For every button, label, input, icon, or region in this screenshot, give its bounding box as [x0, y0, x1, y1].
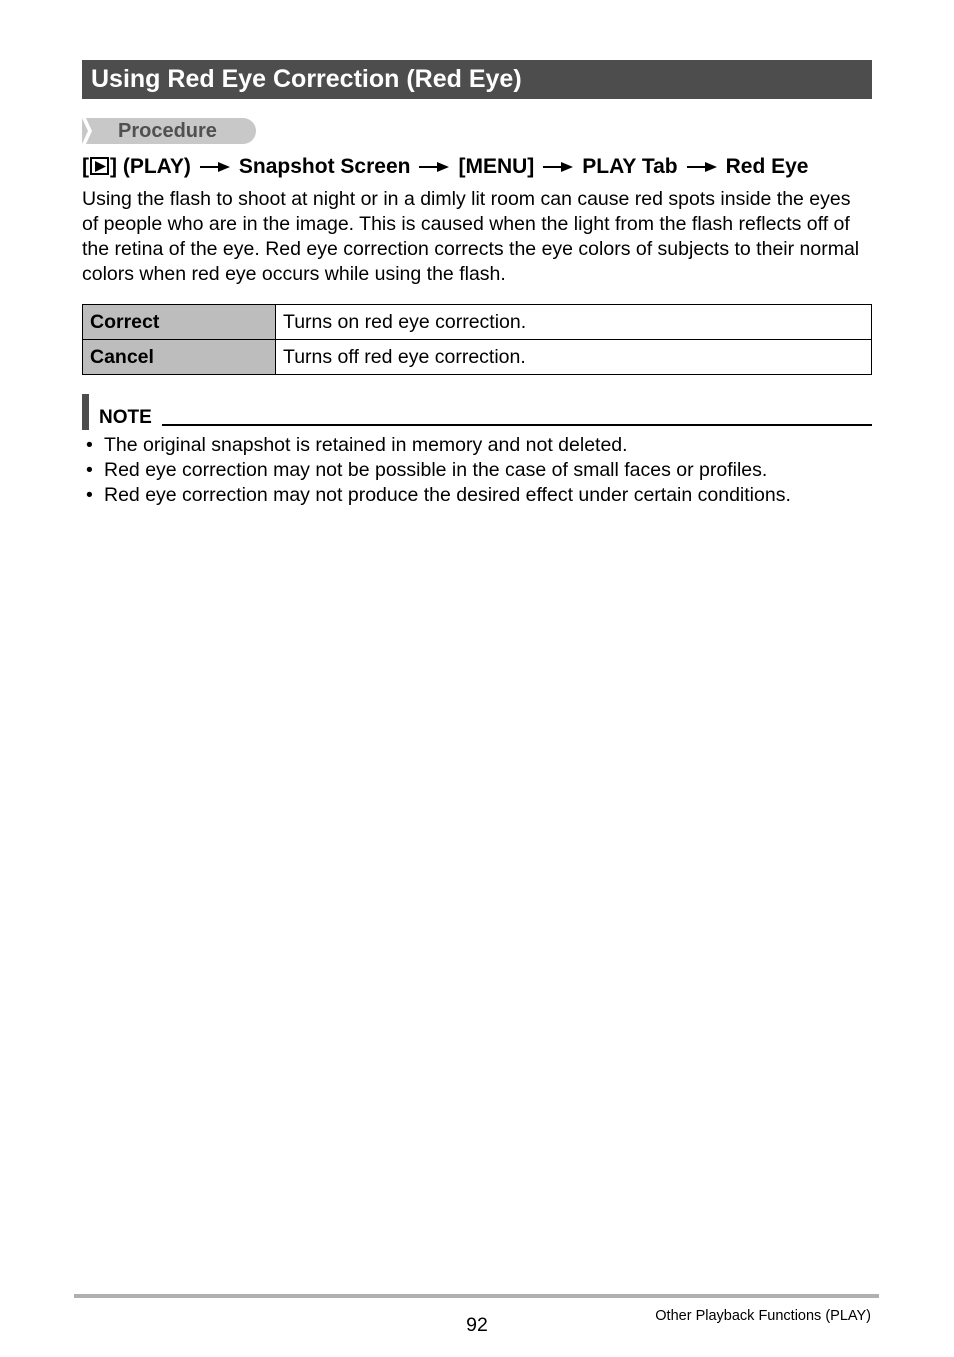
option-key: Correct	[83, 305, 276, 340]
footer-section-name: Other Playback Functions (PLAY)	[655, 1308, 871, 1324]
intro-paragraph: Using the flash to shoot at night or in a dimly lit room can cause red spots inside the eyes of people who are in the image. This is caused when the light from the flash reflects off of the retina of the eye. Red eye correction corrects the eye colors of subjects to their normal colors when red eye occurs while using the flash.	[82, 188, 860, 285]
arrow-right-icon	[687, 161, 717, 173]
note-text: The original snapshot is retained in memory and not deleted.	[104, 434, 628, 456]
section-title: Using Red Eye Correction (Red Eye)	[82, 60, 872, 99]
nav-bracket-open: [	[82, 155, 89, 178]
note-divider	[162, 424, 872, 426]
nav-step-play-tab: PLAY Tab	[582, 155, 678, 178]
table-row	[83, 340, 872, 375]
procedure-label: Procedure	[118, 120, 217, 142]
procedure-tab	[82, 118, 256, 144]
bullet-icon: •	[86, 484, 93, 506]
procedure-chevron-icon	[82, 118, 92, 144]
note-bar	[82, 394, 89, 430]
arrow-right-icon	[543, 161, 573, 173]
play-icon	[90, 157, 109, 175]
nav-play-label: ] (PLAY)	[110, 155, 191, 178]
nav-step-red-eye: Red Eye	[725, 155, 809, 178]
note-label: NOTE	[99, 407, 152, 428]
page-number: 92	[466, 1314, 488, 1336]
option-description: Turns on red eye correction.	[276, 305, 872, 340]
nav-step-menu: [MENU]	[458, 155, 535, 178]
navigation-path	[82, 152, 808, 182]
list-item	[82, 483, 872, 508]
list-item	[82, 433, 872, 458]
footer-divider	[74, 1294, 879, 1298]
arrow-right-icon	[419, 161, 449, 173]
options-table	[82, 304, 872, 375]
list-item	[82, 458, 872, 483]
option-key: Cancel	[83, 340, 276, 375]
option-description: Turns off red eye correction.	[276, 340, 872, 375]
bullet-icon: •	[86, 459, 93, 481]
nav-step-snapshot-screen: Snapshot Screen	[238, 155, 411, 178]
table-row	[83, 305, 872, 340]
note-text: Red eye correction may not produce the desired effect under certain conditions.	[104, 484, 791, 506]
arrow-right-icon	[200, 161, 230, 173]
note-text: Red eye correction may not be possible in the case of small faces or profiles.	[104, 459, 768, 481]
note-list	[82, 433, 872, 508]
bullet-icon: •	[86, 434, 93, 456]
